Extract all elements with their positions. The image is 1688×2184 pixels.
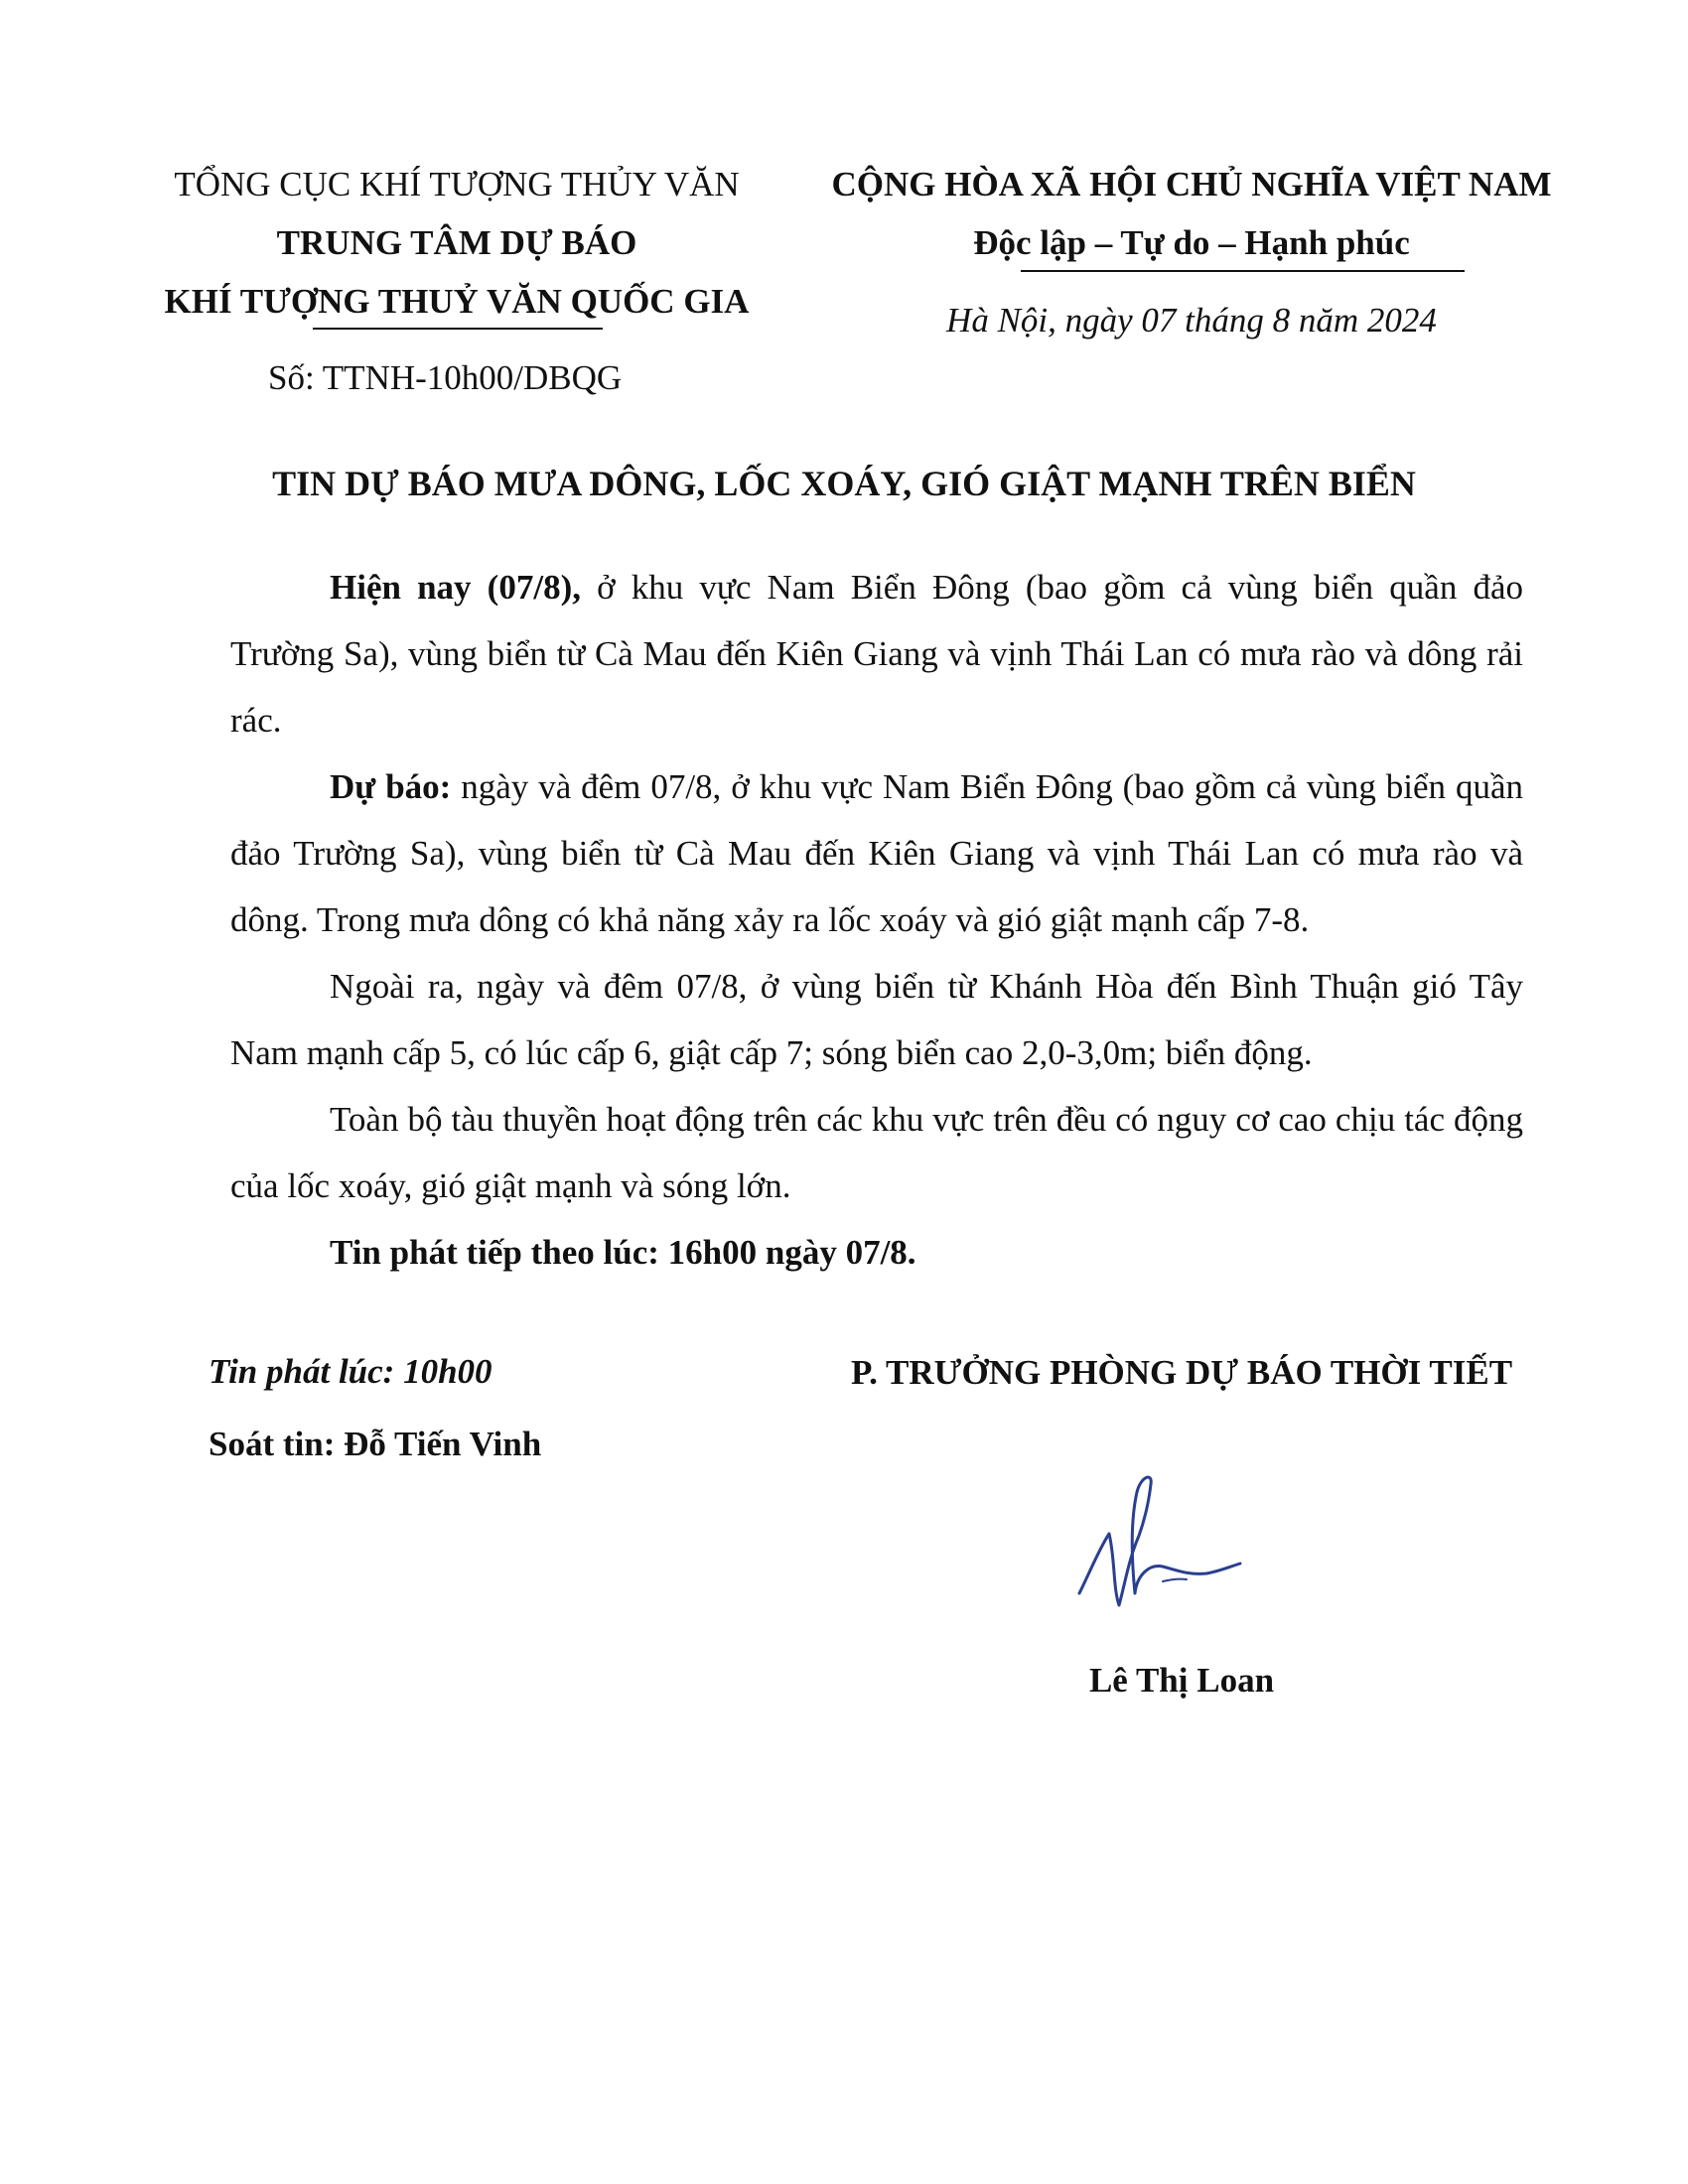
signer-name: Lê Thị Loan (1088, 1661, 1275, 1700)
agency-underline (313, 328, 603, 330)
agency-parent: TỔNG CỤC KHÍ TƯỢNG THỦY VĂN (174, 165, 740, 204)
paragraph-warning: Toàn bộ tàu thuyền hoạt động trên các khu vực trên đều có nguy cơ cao chịu tác động của lốc xoáy, gió giật mạnh và sóng lớn. (230, 1100, 1523, 1205)
paragraph-current (230, 554, 1523, 753)
national-motto: Độc lập – Tự do – Hạnh phúc (973, 223, 1410, 262)
issued-at: Tin phát lúc: 10h00 (209, 1352, 492, 1391)
paragraph-forecast-text: ngày và đêm 07/8, ở khu vực Nam Biển Đông (bao gồm cả vùng biển quần đảo Trường Sa), vùng biển từ Cà Mau đến Kiên Giang và vịnh Thái Lan có mưa rào và dông. Trong mưa dông có khả năng xảy ra lốc xoáy và gió giật mạnh cấp 7-8. (230, 767, 1523, 939)
place-date: Hà Nội, ngày 07 tháng 8 năm 2024 (946, 301, 1437, 340)
motto-underline (1021, 270, 1465, 272)
next-bulletin: Tin phát tiếp theo lúc: 16h00 ngày 07/8. (330, 1233, 916, 1272)
country-name: CỘNG HÒA XÃ HỘI CHỦ NGHĨA VIỆT NAM (831, 165, 1552, 204)
document-title: TIN DỰ BÁO MƯA DÔNG, LỐC XOÁY, GIÓ GIẬT MẠNH TRÊN BIỂN (272, 464, 1416, 503)
agency-name-line2: KHÍ TƯỢNG THUỶ VĂN QUỐC GIA (164, 282, 750, 321)
paragraph-additional: Ngoài ra, ngày và đêm 07/8, ở vùng biển từ Khánh Hòa đến Bình Thuận gió Tây Nam mạnh cấp 5, có lúc cấp 6, giật cấp 7; sóng biển cao 2,0-3,0m; biển động. (230, 967, 1523, 1072)
paragraph-forecast-lead: Dự báo: (330, 767, 452, 806)
signer-title: P. TRƯỞNG PHÒNG DỰ BÁO THỜI TIẾT (850, 1353, 1513, 1392)
doc-number: Số: TTNH-10h00/DBQG (268, 358, 623, 397)
paragraph-current-text: ở khu vực Nam Biển Đông (bao gồm cả vùng biển quần đảo Trường Sa), vùng biển từ Cà Mau đến Kiên Giang và vịnh Thái Lan có mưa rào và dông rải rác. (230, 568, 1523, 740)
agency-name-line1: TRUNG TÂM DỰ BÁO (276, 223, 637, 262)
document-body (230, 554, 1523, 1286)
reviewed-by: Soát tin: Đỗ Tiến Vinh (209, 1425, 542, 1463)
signature-image (1067, 1464, 1246, 1623)
paragraph-forecast (230, 753, 1523, 953)
paragraph-current-lead: Hiện nay (07/8), (330, 568, 581, 607)
